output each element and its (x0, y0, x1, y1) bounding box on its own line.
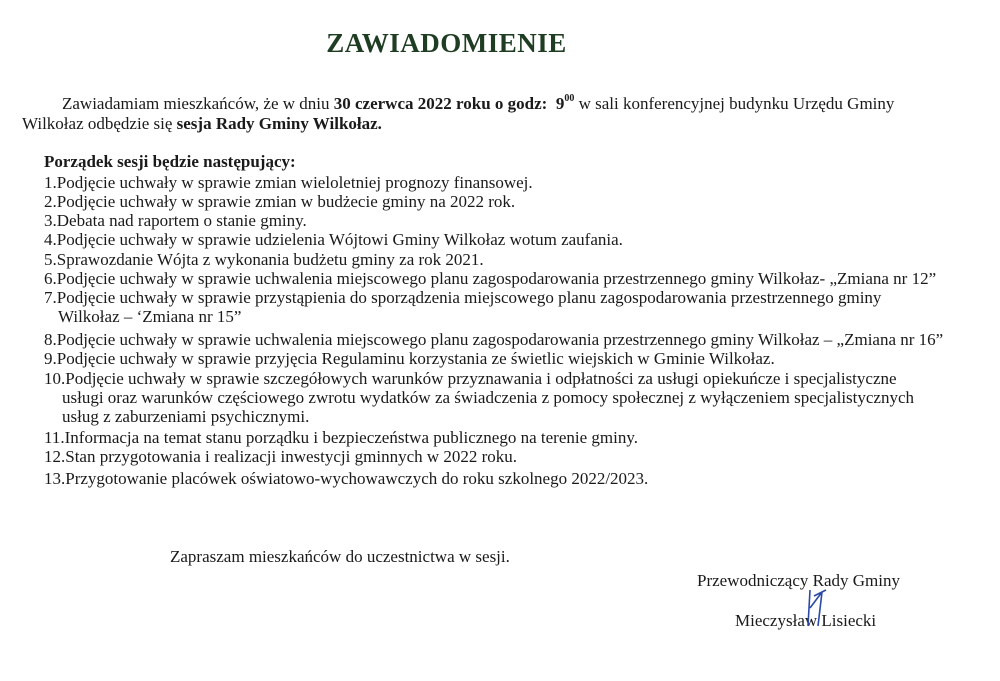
agenda-item: 12.Stan przygotowania i realizacji inwestycji gminnych w 2022 roku. (44, 447, 518, 466)
agenda-item: 3.Debata nad raportem o stanie gminy. (44, 211, 307, 230)
agenda-item-continuation: usługi oraz warunków częściowego zwrotu wydatków za świadczenia z pomocy społecznej z wyłączeniem specjalistycznych (62, 388, 915, 407)
agenda-item: 9.Podjęcie uchwały w sprawie przyjęcia Regulaminu korzystania ze świetlic wiejskich w Gminie Wilkołaz. (44, 349, 775, 368)
agenda-item: 4.Podjęcie uchwały w sprawie udzielenia Wójtowi Gminy Wilkołaz wotum zaufania. (44, 230, 623, 249)
hour: 9 (555, 94, 565, 113)
document-title: ZAWIADOMIENIE (326, 28, 567, 58)
agenda-item: 7.Podjęcie uchwały w sprawie przystąpienia do sporządzenia miejscowego planu zagospodarowania przestrzennego gminy (44, 288, 882, 307)
agenda-item: 10.Podjęcie uchwały w sprawie szczegółowych warunków przyznawania i odpłatności za usługi opiekuńcze i specjalistyczne (44, 369, 897, 388)
agenda-item: 6.Podjęcie uchwały w sprawie uchwalenia miejscowego planu zagospodarowania przestrzennego gminy Wilkołaz- „Zmiana nr 12” (44, 269, 937, 288)
agenda-item: 5.Sprawozdanie Wójta z wykonania budżetu gminy za rok 2021. (44, 250, 484, 269)
handwritten-signature (806, 588, 830, 628)
intro-line-2 (22, 114, 382, 133)
signature-role: Przewodniczący Rady Gminy (697, 571, 900, 590)
intro-text-2: w sali konferencyjnej budynku Urzędu Gminy (574, 94, 895, 113)
meeting-date: 30 czerwca 2022 roku o godz: (333, 94, 548, 113)
agenda-heading: Porządek sesji będzie następujący: (44, 152, 296, 171)
agenda-item: 1.Podjęcie uchwały w sprawie zmian wieloletniej prognozy finansowej. (44, 173, 533, 192)
session-name: sesja Rady Gminy Wilkołaz. (176, 114, 382, 133)
agenda-item-continuation: usług z zaburzeniami psychicznymi. (62, 407, 310, 426)
minutes: 00 (564, 93, 575, 104)
agenda-item: 2.Podjęcie uchwały w sprawie zmian w budżecie gminy na 2022 rok. (44, 192, 516, 211)
closing-text: Zapraszam mieszkańców do uczestnictwa w sesji. (170, 547, 510, 566)
agenda-item-continuation: Wilkołaz – ‘Zmiana nr 15” (58, 307, 242, 326)
intro-line-1 (62, 94, 894, 113)
agenda-item: 13.Przygotowanie placówek oświatowo-wychowawczych do roku szkolnego 2022/2023. (44, 469, 649, 488)
signature-name: Mieczysław Lisiecki (735, 611, 877, 630)
intro-text-3: Wilkołaz odbędzie się (22, 114, 177, 133)
meeting-hour (556, 94, 575, 113)
intro-text: Zawiadamiam mieszkańców, że w dniu (62, 94, 334, 113)
agenda-item: 11.Informacja na temat stanu porządku i bezpieczeństwa publicznego na terenie gminy. (44, 428, 638, 447)
agenda-item: 8.Podjęcie uchwały w sprawie uchwalenia miejscowego planu zagospodarowania przestrzennego gminy Wilkołaz – „Zmiana nr 16” (44, 330, 944, 349)
